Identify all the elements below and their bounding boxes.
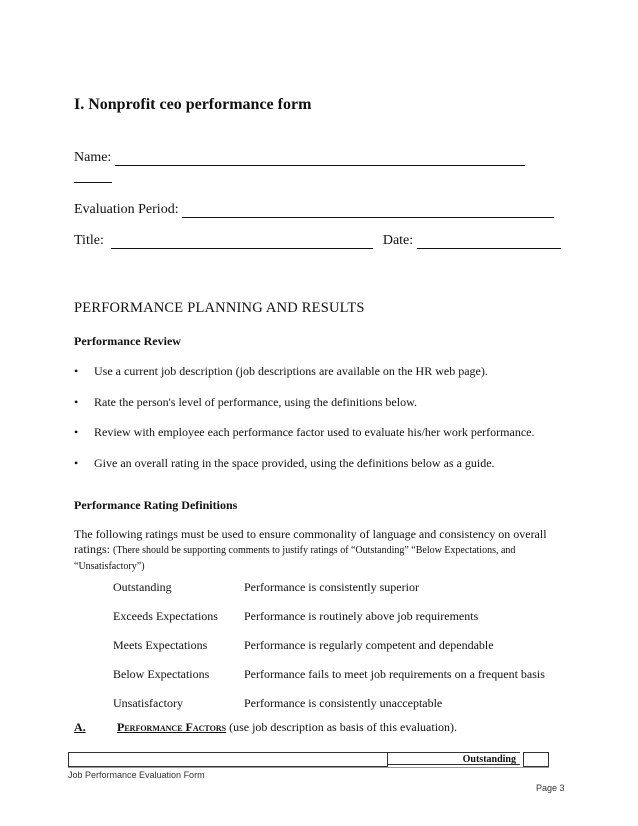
rating-definitions-intro: The following ratings must be used to ensure commonality of language and consistency on overall ratings: (There should be supporting comments to justify ratings of “Outstanding” “Below Expectations, and “Unsatisfactory”)	[74, 527, 547, 572]
page-title: I. Nonprofit ceo performance form	[74, 96, 312, 113]
title-input-line[interactable]	[111, 233, 373, 249]
date-label: Date:	[382, 233, 414, 248]
list-item: • Use a current job description (job descriptions are available on the HR web page).	[74, 364, 488, 378]
rating-definition: Performance is consistently superior	[244, 580, 419, 594]
rating-term: Outstanding	[113, 580, 172, 594]
performance-factors-heading	[74, 720, 457, 735]
performance-review-heading: Performance Review	[74, 334, 181, 348]
name-input-line-continued[interactable]	[74, 170, 112, 183]
name-field-row	[74, 150, 525, 166]
list-item: • Review with employee each performance factor used to evaluate his/her work performance.	[74, 425, 535, 439]
evaluation-period-row	[74, 202, 554, 218]
date-input-line[interactable]	[417, 233, 561, 249]
title-date-row	[74, 233, 561, 249]
rating-definitions-heading: Performance Rating Definitions	[74, 498, 238, 512]
title-label: Title:	[74, 233, 104, 248]
list-item: • Rate the person's level of performance, using the definitions below.	[74, 395, 417, 409]
section-heading: PERFORMANCE PLANNING AND RESULTS	[74, 300, 365, 316]
factors-title: Performance Factors	[117, 720, 227, 734]
rating-term: Exceeds Expectations	[113, 609, 218, 623]
footer-form-name: Job Performance Evaluation Form	[68, 770, 205, 780]
table-row	[68, 752, 549, 766]
list-item: • Give an overall rating in the space provided, using the definitions below as a guide.	[74, 456, 495, 470]
rating-term: Unsatisfactory	[113, 696, 183, 710]
name-label: Name:	[74, 150, 112, 165]
rating-term: Meets Expectations	[113, 638, 208, 652]
factor-cell[interactable]	[68, 752, 388, 767]
factors-letter: A.	[74, 720, 86, 734]
page-number: Page 3	[536, 783, 565, 793]
evaluation-period-label: Evaluation Period:	[74, 202, 179, 217]
rating-definition: Performance is regularly competent and dependable	[244, 638, 494, 652]
rating-definition: Performance is consistently unacceptable	[244, 696, 443, 710]
rating-term: Below Expectations	[113, 667, 210, 681]
factors-note: (use job description as basis of this evaluation).	[229, 720, 458, 734]
evaluation-period-input-line[interactable]	[182, 202, 554, 218]
name-input-line[interactable]	[115, 150, 525, 166]
outstanding-column-label: Outstanding	[388, 752, 520, 765]
rating-definition: Performance is routinely above job requirements	[244, 609, 479, 623]
footer-divider	[68, 767, 549, 768]
outstanding-checkbox[interactable]	[523, 752, 549, 767]
rating-definition: Performance fails to meet job requirements on a frequent basis	[244, 667, 545, 681]
